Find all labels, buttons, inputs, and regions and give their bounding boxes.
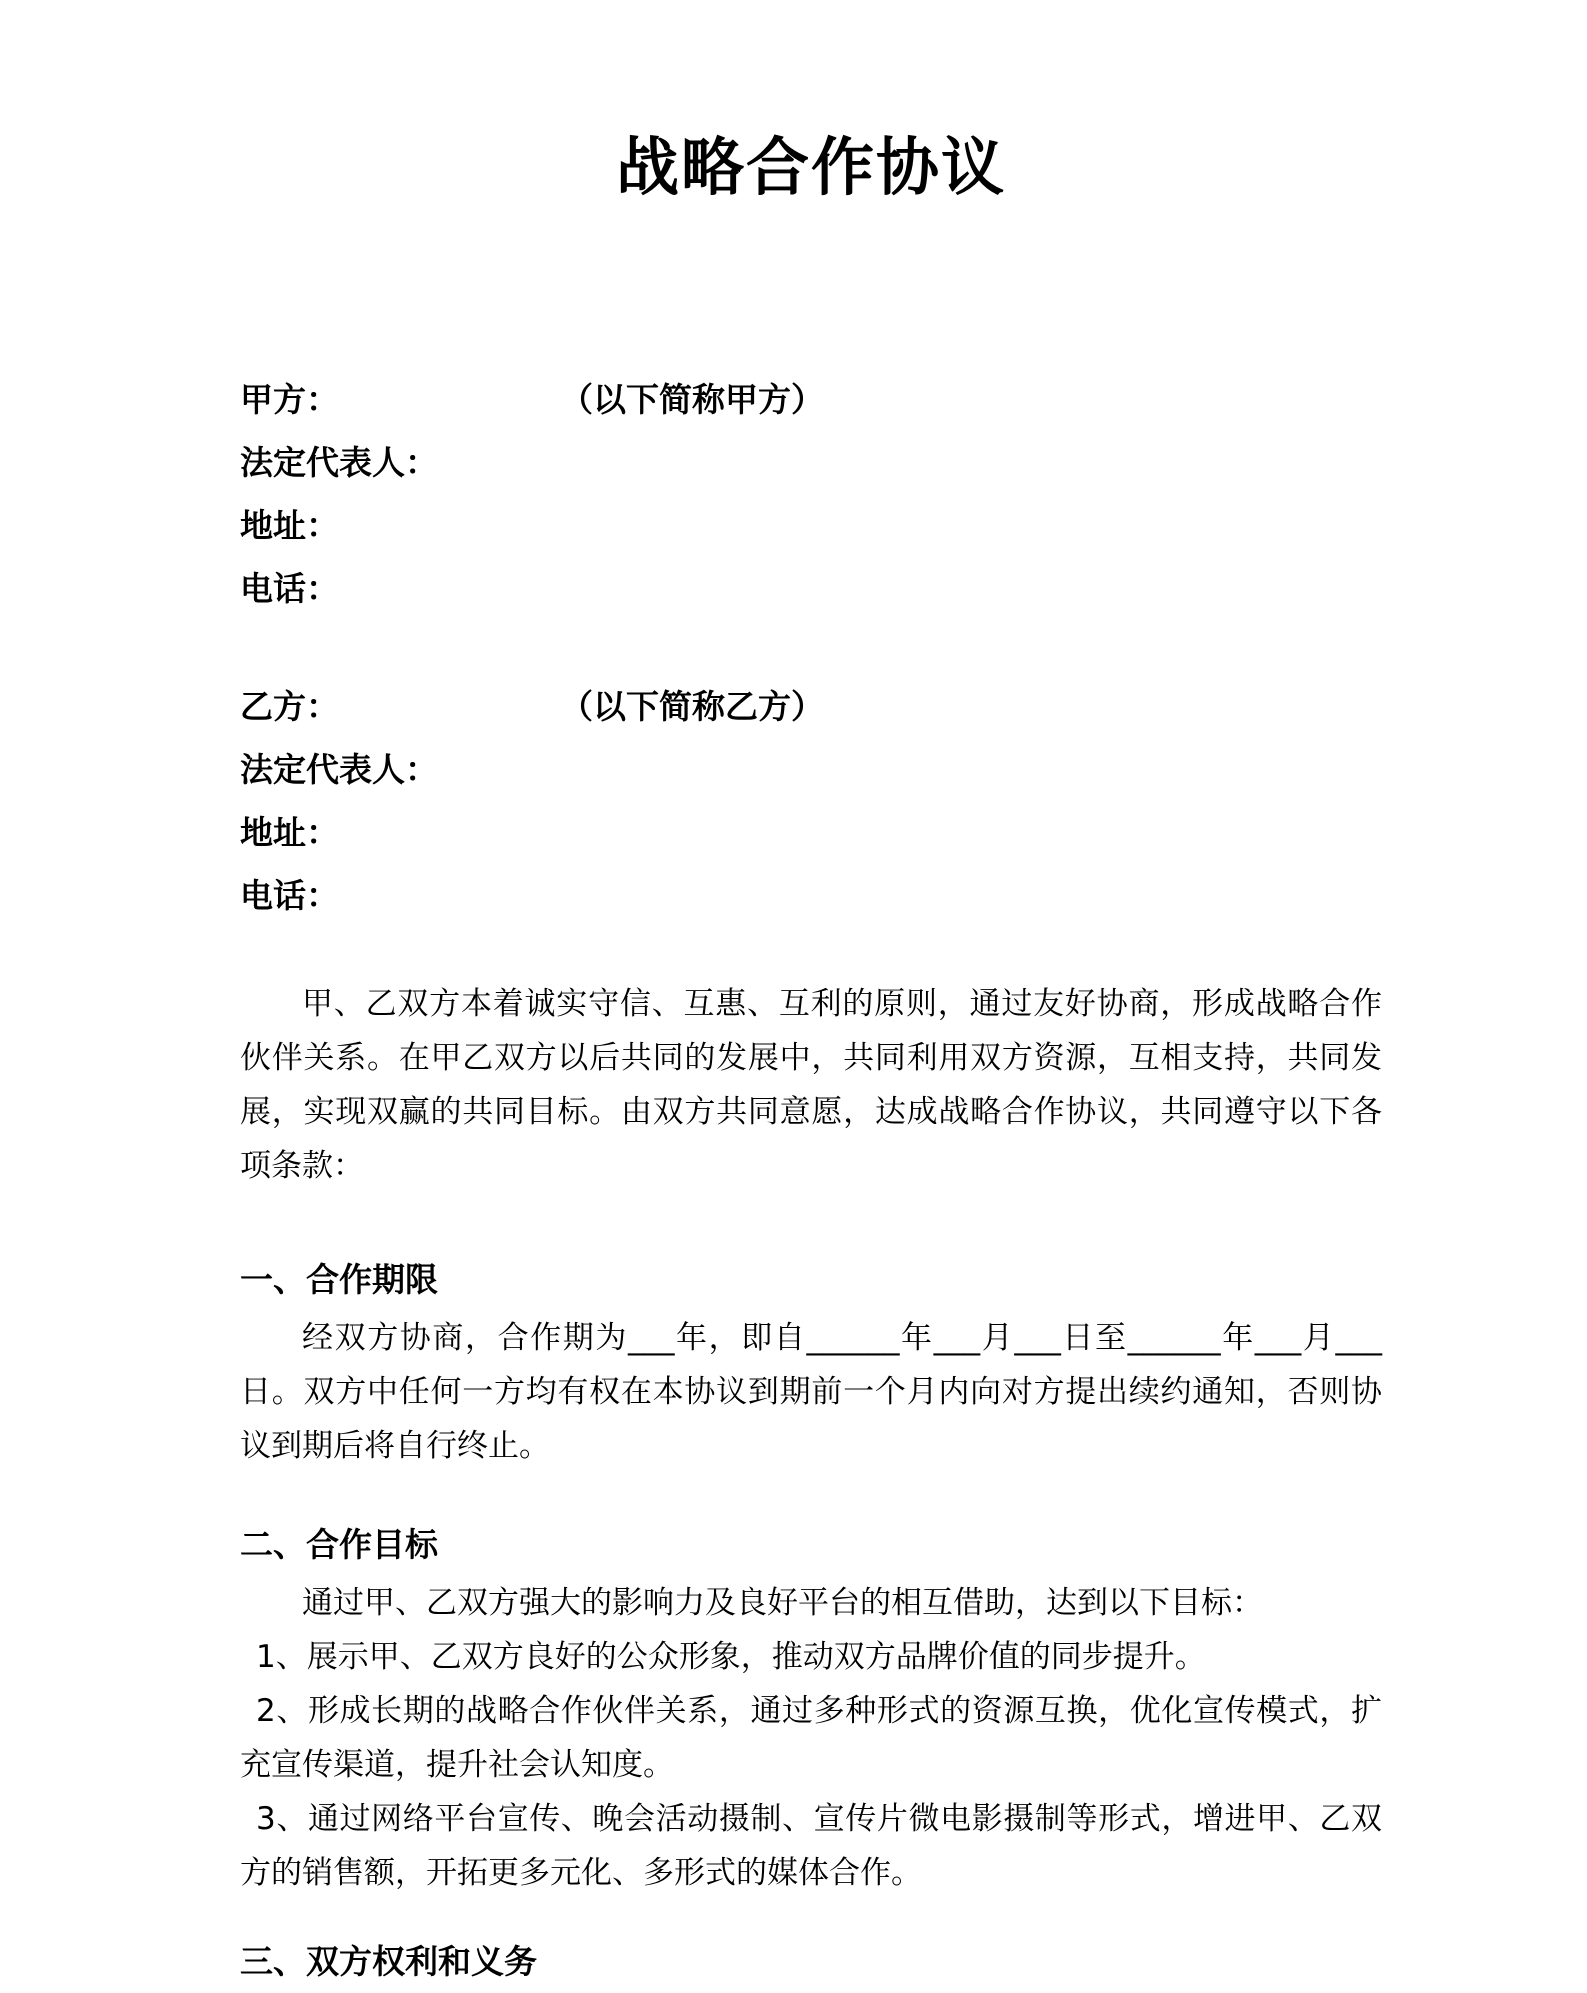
- party-a-legal-rep-label: 法定代表人：: [240, 443, 438, 482]
- document-title: 战略合作协议: [616, 131, 1006, 204]
- party-b-block: [240, 675, 1382, 927]
- section-2-item-2: 2、形成长期的战略合作伙伴关系，通过多种形式的资源互换，优化宣传模式，扩充宣传渠道，提升社会认知度。: [240, 1693, 1382, 1783]
- section-1-heading: 一、合作期限: [240, 1260, 438, 1299]
- party-a-name-label: 甲方：: [240, 380, 339, 419]
- party-a-phone-label: 电话：: [240, 569, 339, 608]
- party-b-address-label: 地址：: [240, 813, 339, 852]
- section-1-body: 经双方协商，合作期为___年，即自______年___月___日至______年___月___日。双方中任何一方均有权在本协议到期前一个月内向对方提出续约通知，否则协议到期后将自行终止。: [240, 1320, 1382, 1464]
- section-3-heading: 三、双方权利和义务: [240, 1942, 537, 1981]
- party-a-address-label: 地址：: [240, 506, 339, 545]
- party-b-phone-label: 电话：: [240, 876, 339, 915]
- party-a-name-line: [240, 368, 1382, 431]
- section-2-heading: 二、合作目标: [240, 1525, 438, 1564]
- party-b-alias: （以下简称乙方）: [560, 687, 824, 726]
- section-2-intro: 通过甲、乙双方强大的影响力及良好平台的相互借助，达到以下目标：: [302, 1585, 1263, 1621]
- party-b-name-label: 乙方：: [240, 687, 339, 726]
- party-a-block: [240, 368, 1382, 620]
- intro-paragraph: 甲、乙双方本着诚实守信、互惠、互利的原则，通过友好协商，形成战略合作伙伴关系。在甲乙双方以后共同的发展中，共同利用双方资源，互相支持，共同发展，实现双赢的共同目标。由双方共同意愿，达成战略合作协议，共同遵守以下各项条款：: [240, 986, 1382, 1184]
- party-b-legal-rep-label: 法定代表人：: [240, 750, 438, 789]
- section-2-item-3: 3、通过网络平台宣传、晚会活动摄制、宣传片微电影摄制等形式，增进甲、乙双方的销售额，开拓更多元化、多形式的媒体合作。: [240, 1801, 1382, 1891]
- section-2-item-1: 1、展示甲、乙双方良好的公众形象，推动双方品牌价值的同步提升。: [256, 1639, 1206, 1675]
- party-b-name-line: [240, 675, 1382, 738]
- party-a-alias: （以下简称甲方）: [560, 380, 824, 419]
